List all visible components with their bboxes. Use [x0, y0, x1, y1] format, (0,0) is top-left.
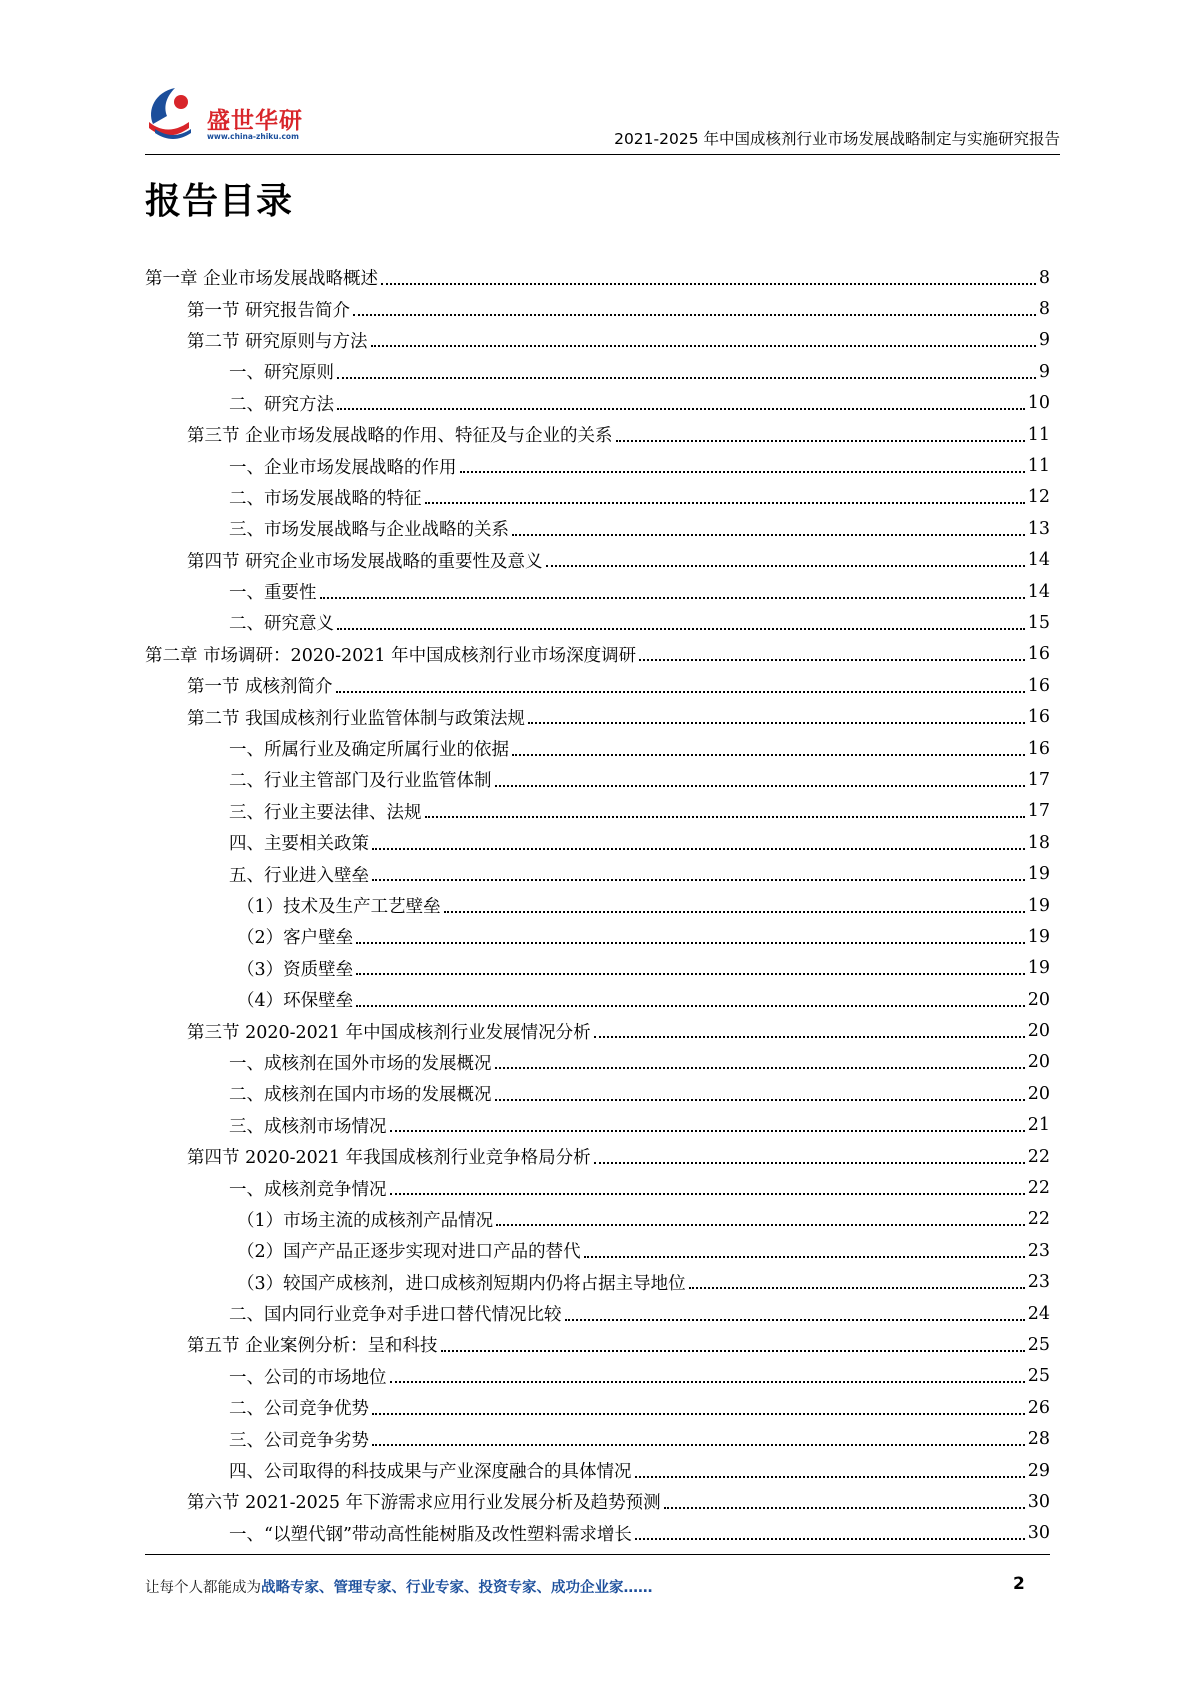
toc-entry-page: 13: [1027, 518, 1050, 539]
toc-entry[interactable]: [145, 1361, 1050, 1392]
toc-leader-dots: [444, 911, 1025, 913]
toc-entry-page: 20: [1027, 1021, 1050, 1042]
toc-entry-title: 第二节 研究原则与方法: [187, 331, 368, 352]
footer-divider: [145, 1554, 1050, 1555]
toc-entry-title: 一、企业市场发展战略的作用: [229, 457, 457, 478]
toc-entry-title: 一、成核剂竞争情况: [229, 1179, 387, 1200]
toc-entry-title: （2）国产产品正逐步实现对进口产品的替代: [237, 1242, 581, 1263]
toc-entry-page: 11: [1027, 456, 1050, 477]
toc-entry[interactable]: [145, 701, 1050, 732]
toc-leader-dots: [372, 879, 1025, 881]
toc-entry-title: （1）市场主流的成核剂产品情况: [237, 1210, 494, 1231]
toc-entry[interactable]: [145, 1329, 1050, 1360]
toc-entry-title: 第二节 我国成核剂行业监管体制与政策法规: [187, 708, 526, 729]
toc-entry-page: 14: [1027, 581, 1050, 602]
toc-leader-dots: [495, 1099, 1025, 1101]
toc-entry-page: 20: [1027, 1083, 1050, 1104]
toc-entry-page: 9: [1038, 330, 1050, 351]
toc-entry-title: 第四节 2020-2021 年我国成核剂行业竞争格局分析: [187, 1148, 591, 1169]
toc-entry-title: 五、行业进入壁垒: [229, 865, 369, 886]
toc-entry-title: 二、行业主管部门及行业监管体制: [229, 771, 492, 792]
toc-leader-dots: [512, 534, 1025, 536]
toc-entry-title: 二、国内同行业竞争对手进口替代情况比较: [229, 1305, 562, 1326]
toc-entry[interactable]: [145, 1015, 1050, 1046]
toc-leader-dots: [381, 283, 1036, 285]
toc-entry[interactable]: [145, 1486, 1050, 1517]
toc-entry-title: 一、所属行业及确定所属行业的依据: [229, 740, 509, 761]
toc-entry-title: 三、行业主要法律、法规: [229, 802, 422, 823]
toc-leader-dots: [460, 471, 1025, 473]
toc-entry[interactable]: [145, 1078, 1050, 1109]
toc-entry-title: 一、“以塑代钢”带动高性能树脂及改性塑料需求增长: [229, 1524, 632, 1545]
toc-leader-dots: [689, 1287, 1025, 1289]
toc-leader-dots: [372, 848, 1025, 850]
toc-leader-dots: [425, 816, 1025, 818]
toc-entry-page: 15: [1027, 612, 1050, 633]
toc-entry[interactable]: [145, 827, 1050, 858]
toc-entry-page: 20: [1027, 1052, 1050, 1073]
toc-entry[interactable]: [145, 921, 1050, 952]
toc-entry-page: 16: [1027, 707, 1050, 728]
toc-entry-page: 23: [1027, 1272, 1050, 1293]
toc-leader-dots: [336, 691, 1025, 693]
toc-entry-page: 21: [1027, 1115, 1050, 1136]
toc-entry[interactable]: [145, 796, 1050, 827]
toc-entry-page: 12: [1027, 487, 1050, 508]
toc-leader-dots: [594, 1036, 1025, 1038]
toc-entry[interactable]: [145, 1298, 1050, 1329]
toc-leader-dots: [495, 785, 1025, 787]
toc-entry-page: 9: [1038, 361, 1050, 382]
toc-entry[interactable]: [145, 890, 1050, 921]
toc-entry[interactable]: [145, 953, 1050, 984]
toc-leader-dots: [528, 722, 1025, 724]
toc-entry-page: 19: [1027, 864, 1050, 885]
toc-leader-dots: [337, 408, 1025, 410]
toc-entry[interactable]: [145, 639, 1050, 670]
toc-leader-dots: [635, 1476, 1025, 1478]
page-header: [145, 82, 1060, 160]
toc-entry-title: 第五节 企业案例分析：呈和科技: [187, 1336, 438, 1357]
toc-entry[interactable]: [145, 1392, 1050, 1423]
toc-entry-page: 22: [1027, 1178, 1050, 1199]
header-divider: [145, 154, 1060, 155]
toc-entry[interactable]: [145, 1110, 1050, 1141]
toc-entry-title: 二、公司竞争优势: [229, 1399, 369, 1420]
toc-entry[interactable]: [145, 388, 1050, 419]
toc-entry[interactable]: [145, 1423, 1050, 1454]
toc-entry[interactable]: [145, 1518, 1050, 1549]
toc-leader-dots: [565, 1319, 1025, 1321]
toc-entry-title: 一、重要性: [229, 583, 317, 604]
toc-entry-title: 一、研究原则: [229, 363, 334, 384]
toc-entry-title: 第二章 市场调研：2020-2021 年中国成核剂行业市场深度调研: [145, 645, 637, 666]
toc-leader-dots: [356, 1005, 1025, 1007]
toc-entry-title: 第四节 研究企业市场发展战略的重要性及意义: [187, 551, 543, 572]
toc-leader-dots: [594, 1162, 1025, 1164]
toc-entry[interactable]: [145, 356, 1050, 387]
toc-entry-page: 28: [1027, 1429, 1050, 1450]
toc-entry-page: 17: [1027, 769, 1050, 790]
toc-leader-dots: [616, 440, 1025, 442]
toc-entry-page: 29: [1027, 1460, 1050, 1481]
toc-entry[interactable]: [145, 293, 1050, 324]
toc-entry-page: 22: [1027, 1209, 1050, 1230]
toc-entry-title: 四、公司取得的科技成果与产业深度融合的具体情况: [229, 1462, 632, 1483]
toc-leader-dots: [639, 659, 1025, 661]
toc-entry[interactable]: [145, 858, 1050, 889]
toc-entry-title: 第一章 企业市场发展战略概述: [145, 269, 379, 290]
toc-leader-dots: [441, 1350, 1025, 1352]
toc-leader-dots: [425, 502, 1025, 504]
toc-heading: 报告目录: [145, 181, 294, 222]
toc-entry-title: （3）较国产成核剂，进口成核剂短期内仍将占据主导地位: [237, 1273, 686, 1294]
toc-leader-dots: [372, 1413, 1025, 1415]
toc-leader-dots: [390, 1381, 1025, 1383]
toc-entry-page: 19: [1027, 926, 1050, 947]
toc-leader-dots: [356, 942, 1025, 944]
toc-leader-dots: [320, 597, 1025, 599]
toc-entry-title: 一、公司的市场地位: [229, 1367, 387, 1388]
toc-leader-dots: [635, 1538, 1025, 1540]
toc-entry[interactable]: [145, 262, 1050, 293]
toc-leader-dots: [371, 345, 1036, 347]
page-number: 2: [1013, 1574, 1025, 1594]
toc-entry-page: 8: [1038, 299, 1050, 320]
toc-leader-dots: [390, 1130, 1025, 1132]
toc-entry[interactable]: [145, 764, 1050, 795]
toc-entry-page: 22: [1027, 1146, 1050, 1167]
toc-leader-dots: [390, 1193, 1025, 1195]
toc-leader-dots: [546, 565, 1025, 567]
toc-entry-page: 16: [1027, 675, 1050, 696]
toc-entry[interactable]: [145, 325, 1050, 356]
toc-entry-page: 26: [1027, 1397, 1050, 1418]
toc-leader-dots: [337, 628, 1025, 630]
toc-entry-page: 17: [1027, 801, 1050, 822]
toc-entry[interactable]: [145, 419, 1050, 450]
toc-entry-title: （1）技术及生产工艺壁垒: [237, 897, 441, 917]
company-logo: [145, 82, 315, 146]
toc-entry-page: 8: [1038, 267, 1050, 288]
toc-entry[interactable]: [145, 984, 1050, 1015]
toc-entry-title: （2）客户壁垒: [237, 928, 354, 949]
footer-slogan-highlight: 战略专家、管理专家、行业专家、投资专家、成功企业家……: [261, 1580, 653, 1596]
toc-entry-title: 二、研究意义: [229, 614, 334, 635]
toc-entry[interactable]: [145, 733, 1050, 764]
toc-entry[interactable]: [145, 670, 1050, 701]
toc-entry[interactable]: [145, 450, 1050, 481]
toc-entry[interactable]: [145, 576, 1050, 607]
toc-entry[interactable]: [145, 545, 1050, 576]
toc-entry-page: 11: [1027, 424, 1050, 445]
toc-entry-title: 三、市场发展战略与企业战略的关系: [229, 520, 509, 541]
toc-leader-dots: [584, 1256, 1025, 1258]
toc-leader-dots: [372, 1444, 1025, 1446]
toc-entry-page: 24: [1027, 1303, 1050, 1324]
footer-slogan: [145, 1576, 653, 1597]
toc-entry-title: （4）环保壁垒: [237, 991, 354, 1012]
toc-leader-dots: [353, 314, 1036, 316]
toc-entry-title: 二、成核剂在国内市场的发展概况: [229, 1085, 492, 1106]
toc-entry-title: 三、公司竞争劣势: [229, 1430, 369, 1451]
toc-leader-dots: [356, 973, 1025, 975]
toc-entry-page: 25: [1027, 1334, 1050, 1355]
toc-entry[interactable]: [145, 1235, 1050, 1266]
toc-entry-title: （3）资质壁垒: [237, 959, 354, 980]
toc-entry-page: 16: [1027, 738, 1050, 759]
toc-entry-page: 30: [1027, 1491, 1050, 1512]
toc-entry-title: 一、成核剂在国外市场的发展概况: [229, 1053, 492, 1074]
toc-entry-page: 16: [1027, 644, 1050, 665]
toc-leader-dots: [337, 377, 1036, 379]
toc-entry-title: 第六节 2021-2025 年下游需求应用行业发展分析及趋势预测: [187, 1493, 661, 1514]
toc-leader-dots: [512, 754, 1025, 756]
toc-entry-page: 23: [1027, 1240, 1050, 1261]
logo-name: 盛世华研: [207, 108, 303, 134]
toc-entry-title: 二、研究方法: [229, 394, 334, 415]
toc-entry[interactable]: [145, 1455, 1050, 1486]
toc-entry-page: 10: [1027, 393, 1050, 414]
toc-entry[interactable]: [145, 1172, 1050, 1203]
toc-entry[interactable]: [145, 1141, 1050, 1172]
logo-url: www.china-zhiku.com: [207, 132, 299, 141]
toc-entry-title: 三、成核剂市场情况: [229, 1116, 387, 1137]
footer-slogan-prefix: 让每个人都能成为: [145, 1580, 261, 1596]
toc-entry-title: 第三节 企业市场发展战略的作用、特征及与企业的关系: [187, 426, 613, 447]
toc-entry[interactable]: [145, 1204, 1050, 1235]
toc-entry-title: 第一节 研究报告简介: [187, 300, 351, 321]
toc-entry-page: 19: [1027, 958, 1050, 979]
report-title: 2021-2025 年中国成核剂行业市场发展战略制定与实施研究报告: [614, 130, 1060, 148]
toc-entry-title: 第三节 2020-2021 年中国成核剂行业发展情况分析: [187, 1022, 591, 1043]
toc-entry[interactable]: [145, 1267, 1050, 1298]
toc-entry-page: 30: [1027, 1523, 1050, 1544]
toc-entry[interactable]: [145, 513, 1050, 544]
toc-entry[interactable]: [145, 482, 1050, 513]
table-of-contents: [145, 262, 1050, 1549]
toc-leader-dots: [664, 1507, 1025, 1509]
toc-entry-page: 20: [1027, 989, 1050, 1010]
toc-entry-title: 第一节 成核剂简介: [187, 677, 333, 698]
toc-entry-page: 19: [1027, 895, 1050, 916]
toc-entry-page: 25: [1027, 1366, 1050, 1387]
toc-entry-page: 18: [1027, 832, 1050, 853]
toc-leader-dots: [495, 1067, 1025, 1069]
toc-entry[interactable]: [145, 607, 1050, 638]
toc-entry-title: 四、主要相关政策: [229, 834, 369, 855]
toc-leader-dots: [496, 1224, 1025, 1226]
toc-entry[interactable]: [145, 1047, 1050, 1078]
toc-entry-title: 二、市场发展战略的特征: [229, 488, 422, 509]
toc-entry-page: 14: [1027, 550, 1050, 571]
logo-emblem-icon: [145, 82, 205, 142]
